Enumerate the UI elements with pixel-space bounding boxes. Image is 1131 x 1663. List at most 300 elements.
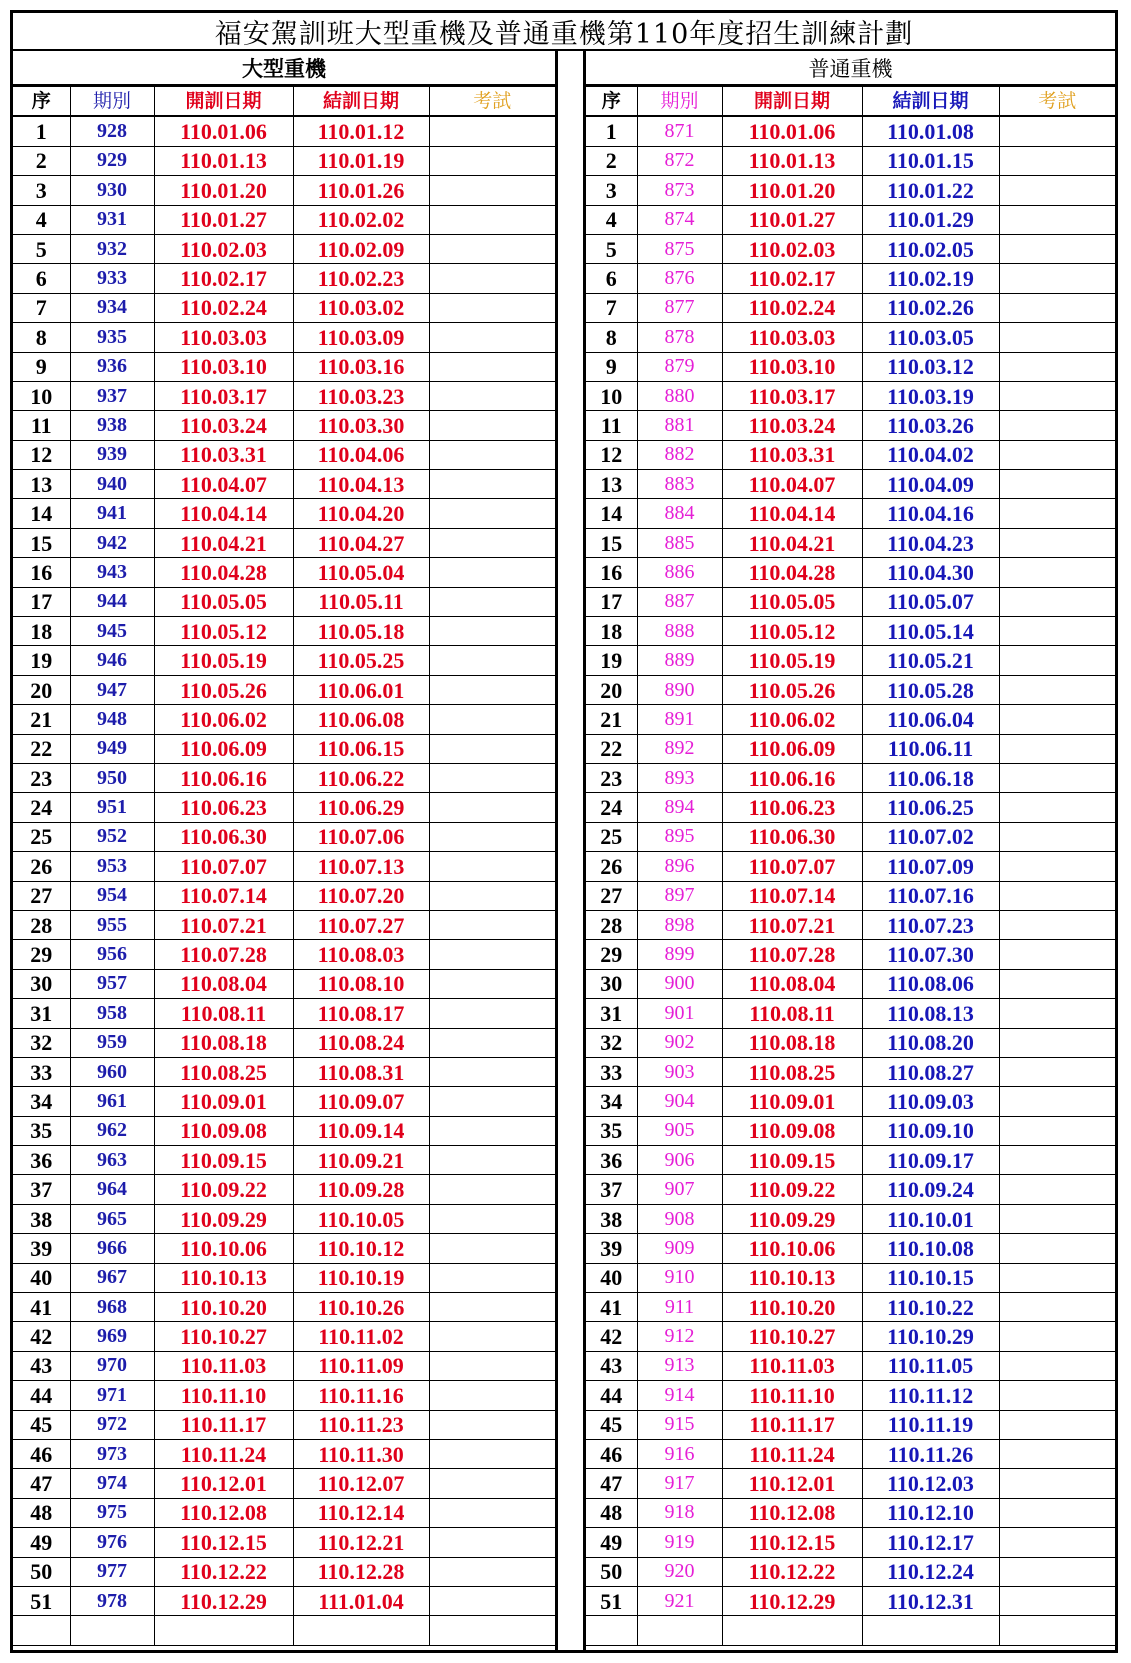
cell-exam xyxy=(429,1410,555,1439)
column-header-start-date: 開訓日期 xyxy=(154,87,293,116)
cell-period: 918 xyxy=(637,1498,722,1527)
cell-exam xyxy=(429,910,555,939)
cell-period: 966 xyxy=(70,1234,154,1263)
cell-start-date: 110.10.27 xyxy=(154,1322,293,1351)
cell-seq: 30 xyxy=(586,969,637,998)
cell-end-date: 110.01.22 xyxy=(862,176,999,205)
cell-end-date: 110.04.13 xyxy=(293,470,429,499)
cell-start-date: 110.03.24 xyxy=(154,411,293,440)
cell-seq: 25 xyxy=(586,822,637,851)
cell-exam xyxy=(429,1175,555,1204)
large-bike-schedule-table xyxy=(13,87,555,1646)
cell-seq: 15 xyxy=(586,528,637,557)
cell-end-date: 110.08.06 xyxy=(862,969,999,998)
cell-period: 874 xyxy=(637,205,722,234)
table-row xyxy=(13,470,555,499)
column-header-seq: 序 xyxy=(13,87,70,116)
cell-exam xyxy=(999,1410,1115,1439)
cell-seq: 36 xyxy=(13,1146,70,1175)
cell-period: 906 xyxy=(637,1146,722,1175)
cell-period: 909 xyxy=(637,1234,722,1263)
cell-exam xyxy=(999,470,1115,499)
cell-end-date: 110.03.05 xyxy=(862,323,999,352)
cell-exam xyxy=(999,646,1115,675)
cell-exam xyxy=(999,910,1115,939)
cell-start-date: 110.06.23 xyxy=(154,793,293,822)
cell-seq: 23 xyxy=(13,763,70,792)
table-row xyxy=(13,910,555,939)
table-row xyxy=(586,264,1115,293)
table-row xyxy=(13,734,555,763)
cell-start-date: 110.11.17 xyxy=(722,1410,862,1439)
cell-seq: 41 xyxy=(586,1293,637,1322)
cell-seq: 18 xyxy=(586,617,637,646)
table-row xyxy=(13,1293,555,1322)
cell-exam xyxy=(999,793,1115,822)
cell-exam xyxy=(429,470,555,499)
cell-seq: 31 xyxy=(586,999,637,1028)
cell-end-date: 110.10.05 xyxy=(293,1204,429,1233)
cell-seq: 16 xyxy=(13,558,70,587)
cell-end-date: 110.12.10 xyxy=(862,1498,999,1527)
cell-period: 877 xyxy=(637,293,722,322)
column-header-exam: 考試 xyxy=(429,87,555,116)
cell-period: 905 xyxy=(637,1116,722,1145)
cell-exam xyxy=(429,734,555,763)
regular-bike-panel xyxy=(586,51,1115,1650)
cell-end-date: 110.09.24 xyxy=(862,1175,999,1204)
cell-period: 928 xyxy=(70,116,154,146)
cell-exam xyxy=(429,411,555,440)
cell-seq: 33 xyxy=(586,1057,637,1086)
cell-period: 888 xyxy=(637,617,722,646)
table-row xyxy=(586,1469,1115,1498)
cell-end-date: 110.02.05 xyxy=(862,234,999,263)
cell-seq: 39 xyxy=(13,1234,70,1263)
cell-exam xyxy=(429,763,555,792)
cell-start-date: 110.07.28 xyxy=(154,940,293,969)
cell-exam xyxy=(429,1293,555,1322)
cell-exam xyxy=(429,146,555,175)
cell-period: 973 xyxy=(70,1439,154,1468)
cell-seq: 43 xyxy=(586,1351,637,1380)
cell-exam xyxy=(999,1234,1115,1263)
cell-seq: 43 xyxy=(13,1351,70,1380)
cell-period: 956 xyxy=(70,940,154,969)
cell-start-date: 110.08.25 xyxy=(154,1057,293,1086)
cell-start-date: 110.12.01 xyxy=(722,1469,862,1498)
cell-exam xyxy=(429,234,555,263)
cell-end-date: 110.07.27 xyxy=(293,910,429,939)
cell-end-date: 110.04.30 xyxy=(862,558,999,587)
cell-exam xyxy=(999,293,1115,322)
cell-end-date: 110.08.27 xyxy=(862,1057,999,1086)
table-row xyxy=(586,1557,1115,1586)
cell-seq: 38 xyxy=(586,1204,637,1233)
cell-start-date: 110.10.27 xyxy=(722,1322,862,1351)
cell-period: 965 xyxy=(70,1204,154,1233)
cell-seq: 40 xyxy=(13,1263,70,1292)
cell-seq: 48 xyxy=(13,1498,70,1527)
cell-seq: 32 xyxy=(586,1028,637,1057)
table-row xyxy=(586,293,1115,322)
cell-start-date: 110.05.12 xyxy=(154,617,293,646)
cell-seq: 25 xyxy=(13,822,70,851)
table-row xyxy=(586,176,1115,205)
cell-start-date: 110.10.06 xyxy=(154,1234,293,1263)
table-row xyxy=(13,146,555,175)
cell-seq: 11 xyxy=(13,411,70,440)
cell-start-date: 110.11.10 xyxy=(154,1381,293,1410)
table-row xyxy=(586,381,1115,410)
cell-period: 883 xyxy=(637,470,722,499)
cell-start-date: 110.03.31 xyxy=(722,440,862,469)
table-row xyxy=(586,234,1115,263)
cell-seq: 14 xyxy=(13,499,70,528)
cell-period: 959 xyxy=(70,1028,154,1057)
cell-end-date: 110.09.17 xyxy=(862,1146,999,1175)
cell-period: 950 xyxy=(70,763,154,792)
cell-start-date: 110.12.01 xyxy=(154,1469,293,1498)
cell-exam xyxy=(429,499,555,528)
cell-start-date: 110.04.28 xyxy=(722,558,862,587)
cell-end-date: 110.11.05 xyxy=(862,1351,999,1380)
cell-seq: 50 xyxy=(13,1557,70,1586)
cell-end-date: 110.01.08 xyxy=(862,116,999,146)
cell-period: 901 xyxy=(637,999,722,1028)
table-row xyxy=(586,1528,1115,1557)
cell-seq: 46 xyxy=(586,1439,637,1468)
cell-start-date: 110.02.17 xyxy=(722,264,862,293)
cell-period: 935 xyxy=(70,323,154,352)
cell-exam xyxy=(429,1028,555,1057)
cell-seq: 4 xyxy=(13,205,70,234)
cell-start-date: 110.04.28 xyxy=(154,558,293,587)
cell-start-date: 110.10.20 xyxy=(154,1293,293,1322)
cell-seq: 10 xyxy=(586,381,637,410)
cell-exam xyxy=(999,675,1115,704)
table-row xyxy=(13,763,555,792)
cell-exam xyxy=(429,999,555,1028)
cell-exam xyxy=(999,352,1115,381)
table-row xyxy=(13,1528,555,1557)
table-row xyxy=(13,675,555,704)
cell-empty xyxy=(293,1616,429,1645)
cell-exam xyxy=(429,1322,555,1351)
cell-start-date: 110.03.17 xyxy=(154,381,293,410)
cell-end-date: 110.06.11 xyxy=(862,734,999,763)
cell-exam xyxy=(429,293,555,322)
cell-period: 875 xyxy=(637,234,722,263)
table-row xyxy=(13,1263,555,1292)
cell-exam xyxy=(429,940,555,969)
cell-start-date: 110.05.19 xyxy=(722,646,862,675)
cell-seq: 35 xyxy=(13,1116,70,1145)
cell-end-date: 110.05.25 xyxy=(293,646,429,675)
cell-period: 880 xyxy=(637,381,722,410)
cell-seq: 51 xyxy=(586,1586,637,1615)
cell-seq: 50 xyxy=(586,1557,637,1586)
cell-start-date: 110.06.09 xyxy=(154,734,293,763)
regular-bike-header-row xyxy=(586,87,1115,116)
cell-end-date: 110.06.29 xyxy=(293,793,429,822)
table-row xyxy=(586,969,1115,998)
table-row xyxy=(586,205,1115,234)
table-row xyxy=(13,852,555,881)
cell-period: 967 xyxy=(70,1263,154,1292)
cell-seq: 44 xyxy=(13,1381,70,1410)
cell-seq: 40 xyxy=(586,1263,637,1292)
cell-period: 929 xyxy=(70,146,154,175)
table-row xyxy=(586,1263,1115,1292)
cell-period: 899 xyxy=(637,940,722,969)
cell-period: 954 xyxy=(70,881,154,910)
cell-end-date: 110.10.22 xyxy=(862,1293,999,1322)
table-row xyxy=(586,1498,1115,1527)
cell-period: 886 xyxy=(637,558,722,587)
cell-start-date: 110.03.24 xyxy=(722,411,862,440)
cell-exam xyxy=(999,1557,1115,1586)
cell-exam xyxy=(999,1175,1115,1204)
table-row xyxy=(13,940,555,969)
table-row xyxy=(13,293,555,322)
cell-start-date: 110.02.17 xyxy=(154,264,293,293)
cell-start-date: 110.09.22 xyxy=(722,1175,862,1204)
cell-exam xyxy=(999,734,1115,763)
cell-period: 891 xyxy=(637,705,722,734)
cell-period: 908 xyxy=(637,1204,722,1233)
cell-period: 921 xyxy=(637,1586,722,1615)
cell-period: 964 xyxy=(70,1175,154,1204)
cell-start-date: 110.08.11 xyxy=(154,999,293,1028)
table-row xyxy=(586,1586,1115,1615)
column-header-period: 期別 xyxy=(637,87,722,116)
cell-start-date: 110.09.08 xyxy=(722,1116,862,1145)
table-row xyxy=(13,1351,555,1380)
cell-period: 882 xyxy=(637,440,722,469)
cell-period: 957 xyxy=(70,969,154,998)
cell-end-date: 110.04.06 xyxy=(293,440,429,469)
cell-start-date: 110.09.22 xyxy=(154,1175,293,1204)
cell-period: 934 xyxy=(70,293,154,322)
cell-seq: 17 xyxy=(13,587,70,616)
table-row xyxy=(13,234,555,263)
table-row xyxy=(13,440,555,469)
table-row xyxy=(13,1204,555,1233)
cell-seq: 21 xyxy=(586,705,637,734)
cell-exam xyxy=(429,176,555,205)
cell-end-date: 110.02.19 xyxy=(862,264,999,293)
cell-end-date: 110.05.28 xyxy=(862,675,999,704)
cell-end-date: 110.06.25 xyxy=(862,793,999,822)
cell-seq: 26 xyxy=(586,852,637,881)
cell-exam xyxy=(999,1028,1115,1057)
cell-empty xyxy=(722,1616,862,1645)
cell-period: 963 xyxy=(70,1146,154,1175)
cell-start-date: 110.08.04 xyxy=(154,969,293,998)
table-row xyxy=(586,528,1115,557)
table-row xyxy=(586,940,1115,969)
table-row xyxy=(13,499,555,528)
cell-period: 911 xyxy=(637,1293,722,1322)
cell-exam xyxy=(999,940,1115,969)
cell-end-date: 110.03.30 xyxy=(293,411,429,440)
cell-seq: 34 xyxy=(13,1087,70,1116)
cell-end-date: 110.06.01 xyxy=(293,675,429,704)
table-row xyxy=(13,969,555,998)
cell-start-date: 110.04.07 xyxy=(154,470,293,499)
cell-period: 938 xyxy=(70,411,154,440)
cell-exam xyxy=(999,205,1115,234)
table-row xyxy=(13,1469,555,1498)
cell-end-date: 110.03.19 xyxy=(862,381,999,410)
cell-exam xyxy=(429,1116,555,1145)
table-row xyxy=(586,675,1115,704)
cell-period: 953 xyxy=(70,852,154,881)
cell-exam xyxy=(429,1586,555,1615)
cell-end-date: 110.08.10 xyxy=(293,969,429,998)
cell-seq: 44 xyxy=(586,1381,637,1410)
cell-exam xyxy=(429,617,555,646)
cell-end-date: 110.09.28 xyxy=(293,1175,429,1204)
cell-period: 873 xyxy=(637,176,722,205)
cell-period: 897 xyxy=(637,881,722,910)
cell-period: 878 xyxy=(637,323,722,352)
table-row xyxy=(586,1439,1115,1468)
table-row xyxy=(13,1381,555,1410)
cell-end-date: 110.12.21 xyxy=(293,1528,429,1557)
cell-exam xyxy=(429,1469,555,1498)
cell-end-date: 110.02.23 xyxy=(293,264,429,293)
cell-end-date: 110.01.26 xyxy=(293,176,429,205)
cell-start-date: 110.09.15 xyxy=(154,1146,293,1175)
table-row xyxy=(13,352,555,381)
cell-start-date: 110.03.10 xyxy=(722,352,862,381)
cell-exam xyxy=(999,1263,1115,1292)
cell-exam xyxy=(429,1381,555,1410)
cell-period: 952 xyxy=(70,822,154,851)
cell-exam xyxy=(999,1293,1115,1322)
cell-start-date: 110.05.26 xyxy=(154,675,293,704)
cell-start-date: 110.12.22 xyxy=(722,1557,862,1586)
cell-start-date: 110.06.30 xyxy=(154,822,293,851)
cell-start-date: 110.12.29 xyxy=(154,1586,293,1615)
cell-seq: 11 xyxy=(586,411,637,440)
cell-end-date: 110.08.20 xyxy=(862,1028,999,1057)
cell-seq: 5 xyxy=(586,234,637,263)
cell-exam xyxy=(429,646,555,675)
cell-end-date: 110.01.19 xyxy=(293,146,429,175)
table-row xyxy=(13,205,555,234)
cell-seq: 47 xyxy=(13,1469,70,1498)
cell-end-date: 110.08.31 xyxy=(293,1057,429,1086)
cell-end-date: 110.03.16 xyxy=(293,352,429,381)
cell-period: 913 xyxy=(637,1351,722,1380)
cell-period: 955 xyxy=(70,910,154,939)
cell-exam xyxy=(429,793,555,822)
cell-period: 936 xyxy=(70,352,154,381)
cell-start-date: 110.05.05 xyxy=(154,587,293,616)
table-row xyxy=(586,617,1115,646)
cell-end-date: 110.08.17 xyxy=(293,999,429,1028)
cell-exam xyxy=(429,1146,555,1175)
cell-empty xyxy=(70,1616,154,1645)
cell-end-date: 110.07.13 xyxy=(293,852,429,881)
cell-end-date: 110.02.26 xyxy=(862,293,999,322)
cell-seq: 18 xyxy=(13,617,70,646)
cell-exam xyxy=(999,1381,1115,1410)
table-row xyxy=(13,264,555,293)
cell-seq: 19 xyxy=(586,646,637,675)
cell-period: 876 xyxy=(637,264,722,293)
cell-period: 977 xyxy=(70,1557,154,1586)
cell-period: 942 xyxy=(70,528,154,557)
cell-exam xyxy=(999,617,1115,646)
cell-start-date: 110.02.24 xyxy=(722,293,862,322)
cell-period: 895 xyxy=(637,822,722,851)
cell-end-date: 110.03.26 xyxy=(862,411,999,440)
cell-start-date: 110.05.05 xyxy=(722,587,862,616)
cell-end-date: 110.04.16 xyxy=(862,499,999,528)
cell-period: 902 xyxy=(637,1028,722,1057)
cell-seq: 14 xyxy=(586,499,637,528)
cell-exam xyxy=(999,1469,1115,1498)
cell-exam xyxy=(429,1351,555,1380)
cell-end-date: 110.11.30 xyxy=(293,1439,429,1468)
cell-end-date: 110.07.30 xyxy=(862,940,999,969)
cell-start-date: 110.05.26 xyxy=(722,675,862,704)
regular-bike-section-title: 普通重機 xyxy=(586,51,1115,87)
cell-seq: 37 xyxy=(13,1175,70,1204)
cell-seq: 15 xyxy=(13,528,70,557)
table-row xyxy=(13,411,555,440)
table-row xyxy=(13,1439,555,1468)
table-row xyxy=(13,1116,555,1145)
cell-start-date: 110.08.04 xyxy=(722,969,862,998)
cell-end-date: 110.12.07 xyxy=(293,1469,429,1498)
cell-seq: 49 xyxy=(586,1528,637,1557)
cell-period: 945 xyxy=(70,617,154,646)
table-row xyxy=(586,1204,1115,1233)
cell-start-date: 110.06.16 xyxy=(154,763,293,792)
cell-end-date: 110.03.02 xyxy=(293,293,429,322)
cell-period: 889 xyxy=(637,646,722,675)
cell-start-date: 110.03.17 xyxy=(722,381,862,410)
cell-period: 920 xyxy=(637,1557,722,1586)
cell-period: 910 xyxy=(637,1263,722,1292)
table-row xyxy=(586,999,1115,1028)
cell-start-date: 110.04.07 xyxy=(722,470,862,499)
cell-exam xyxy=(429,440,555,469)
cell-start-date: 110.11.24 xyxy=(154,1439,293,1468)
cell-start-date: 110.08.11 xyxy=(722,999,862,1028)
table-row xyxy=(586,1234,1115,1263)
cell-end-date: 110.03.23 xyxy=(293,381,429,410)
cell-period: 932 xyxy=(70,234,154,263)
cell-exam xyxy=(999,881,1115,910)
large-bike-section-title: 大型重機 xyxy=(13,51,555,87)
cell-end-date: 110.12.31 xyxy=(862,1586,999,1615)
cell-end-date: 110.11.23 xyxy=(293,1410,429,1439)
cell-period: 943 xyxy=(70,558,154,587)
table-row xyxy=(13,1586,555,1615)
cell-exam xyxy=(429,528,555,557)
table-row xyxy=(13,381,555,410)
cell-period: 969 xyxy=(70,1322,154,1351)
cell-period: 974 xyxy=(70,1469,154,1498)
table-row xyxy=(586,1028,1115,1057)
cell-seq: 46 xyxy=(13,1439,70,1468)
